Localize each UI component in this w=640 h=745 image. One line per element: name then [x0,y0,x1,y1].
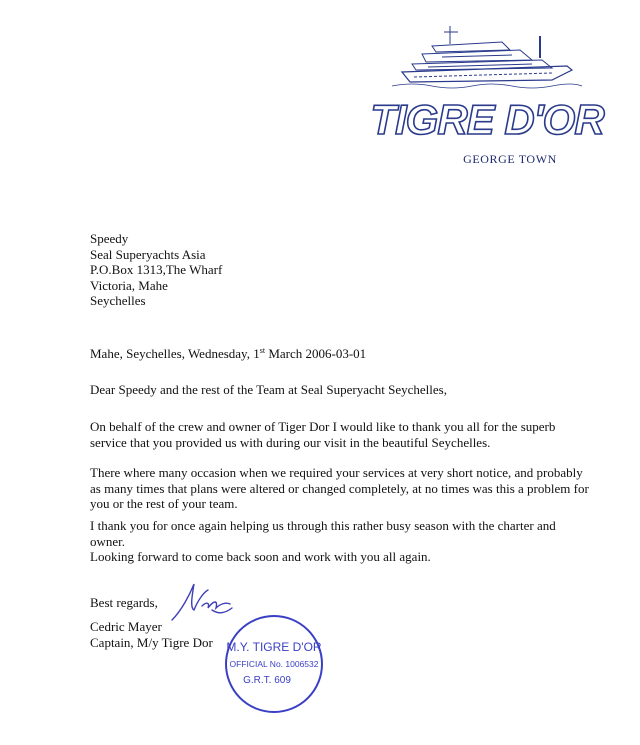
date-line [90,346,366,362]
recipient-line: Victoria, Mahe [90,277,168,293]
recipient-line: Speedy [90,231,129,246]
stamp-line-3: G.R.T. 609 [243,675,291,686]
recipient-line: Seal Superyachts Asia [90,246,206,262]
letterhead-location: GEORGE TOWN [463,152,557,166]
yacht-illustration [392,22,582,90]
recipient-line: P.O.Box 1313,The Wharf [90,262,223,277]
paragraph-service: There where many occasion when we required your services at very short notice, and probably as many times that plans were altered or changed completely, at no times was this a problem for you or the rest of your team. [90,465,589,511]
paragraph-thanks: On behalf of the crew and owner of Tiger Dor I would like to thank you all for the superb service that you provided us with during our visit in the beautiful Seychelles. [90,419,556,450]
svg-text:TIGRE D'OR: TIGRE D'OR [370,96,604,143]
salutation: Dear Speedy and the rest of the Team at Seal Superyacht Seychelles, [90,382,447,397]
date-prefix: Mahe, Seychelles, Wednesday, 1 [90,346,260,361]
stamp-line-2: OFFICIAL No. 1006532 [229,659,319,669]
signer-name: Cedric Mayer [90,619,162,634]
paragraph-looking-forward: Looking forward to come back soon and work with you all again. [90,549,431,564]
signer-title: Captain, M/y Tigre Dor [90,634,213,650]
date-suffix: March 2006-03-01 [265,346,367,361]
closing: Best regards, [90,595,158,610]
recipient-line: Seychelles [90,293,146,308]
recipient-address [90,231,222,309]
official-stamp [223,613,325,715]
date-superscript: st [259,346,266,355]
paragraph-season: I thank you for once again helping us through this rather busy season with the charter and owner. [90,518,556,549]
stamp-line-1: M.Y. TIGRE D'OR [226,640,322,654]
tigre-dor-logo [370,90,604,146]
